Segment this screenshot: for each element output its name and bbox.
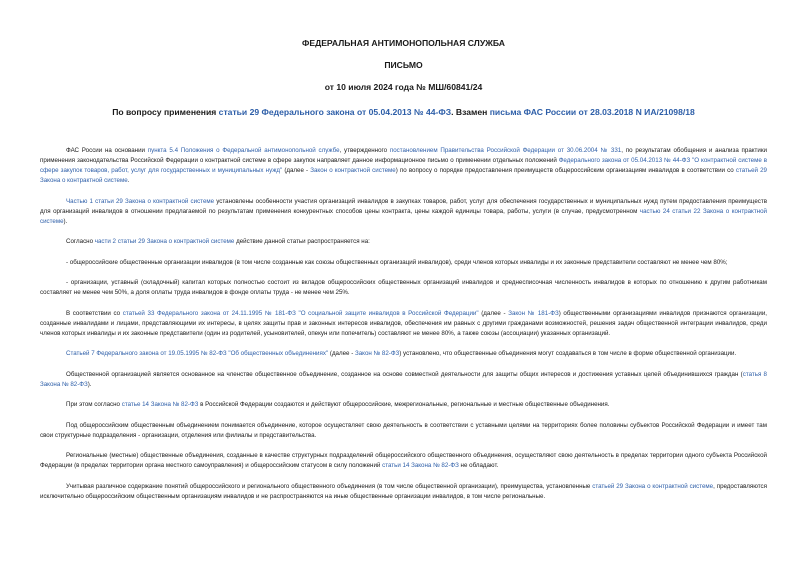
paragraph-10 bbox=[40, 421, 767, 441]
p1-link-government-decree[interactable]: постановлением Правительства Российской Федерации от 30.06.2004 № 331 bbox=[389, 147, 622, 154]
p1-text-5: ) по вопросу о порядке предоставления преимуществ общероссийским организациям инвалидов в соответствии со bbox=[395, 167, 736, 174]
subject-link-article-29[interactable]: статьи 29 Федерального закона от 05.04.2013 № 44-ФЗ bbox=[218, 107, 452, 117]
p8-link-article-8-law-82[interactable]: статья 8 Закона № 82-ФЗ bbox=[40, 370, 767, 388]
p4-text-1: - общероссийские общественные организации инвалидов (в том числе созданные как союзы общественных организаций инвалидов), среди членов которых инвалиды и их законные представители составляют не менее чем 80%; bbox=[66, 258, 728, 266]
p7-link-article-7-law-82[interactable]: Статьей 7 Федерального закона от 19.05.1995 № 82-ФЗ "Об общественных объединениях" bbox=[66, 350, 329, 357]
p1-link-article-29[interactable]: статьей 29 Закона о контрактной системе bbox=[40, 167, 767, 184]
p11-text-1: Региональные (местные) общественные объединения, созданные в качестве структурных подразделений общероссийского общественного объединения, осуществляют свою деятельность в пределах территории одного субъекта Российской Федерации (в пределах территории органа местного самоуправления) и общероссийским статусом в силу положений bbox=[40, 452, 767, 469]
p7-text-2: ) установлено, что общественные объединения могут создаваться в том числе в форме общественной организации. bbox=[399, 350, 737, 357]
p9-text-1: При этом согласно bbox=[66, 401, 122, 408]
p10-text-1: Под общероссийским общественным объединением понимается объединение, которое осуществляет свою деятельность в соответствии с уставными целями на территориях более половины субъектов Российской Федерации и имеет там свои структурные подразделения - организации, отделения или филиалы и представительства. bbox=[40, 421, 767, 439]
p5-text-1: - организации, уставный (складочный) капитал которых полностью состоит из вкладов общероссийских общественных организаций инвалидов и среднесписочная численность инвалидов в которых по отношению к другим работникам составляет не менее чем 50%, а доля оплаты труда инвалидов в фонде оплаты труда - не менее чем 25%. bbox=[40, 279, 767, 296]
p1-link-contract-system-law[interactable]: Закон о контрактной системе bbox=[310, 167, 396, 174]
p2-text-2: ). bbox=[63, 217, 68, 225]
p6-link-law-181[interactable]: Закон № 181-ФЗ bbox=[508, 309, 559, 317]
document-subject bbox=[40, 107, 767, 118]
p12-link-article-29[interactable]: статьей 29 Закона о контрактной системе bbox=[592, 482, 714, 490]
p11-text-2: не обладают. bbox=[458, 462, 499, 469]
p12-text-1: Учитывая различное содержание понятий общероссийского и регионального общественного объединения (в том числе общественной организации), преимущества, установленные bbox=[66, 482, 593, 490]
document-type: ПИСЬМО bbox=[384, 60, 423, 70]
paragraph-5 bbox=[40, 278, 767, 298]
p3-text-1: Согласно bbox=[66, 238, 95, 245]
paragraph-11 bbox=[40, 451, 767, 471]
p1-link-federal-law-44[interactable]: Федерального закона от 05.04.2013 № 44-ФЗ "О контрактной системе в сфере закупок товаров, работ, услуг для государственных и муниципальных нужд" bbox=[40, 157, 767, 174]
paragraph-4 bbox=[40, 258, 767, 268]
p2-text-1: установлены особенности участия организаций инвалидов в закупках товаров, работ, услуг для обеспечения государственных и муниципальных нужд путем предоставления преимуществ для организаций инвалидов в отношении предлагаемой по результатам применения конкурентных способов цены контракта, цены каждой единицы товара, работы, услуги (в случае, предусмотренном bbox=[40, 197, 767, 215]
p7-text-1: (далее - bbox=[328, 350, 355, 357]
p11-link-article-14-law-82[interactable]: статьи 14 Закона № 82-ФЗ bbox=[382, 462, 459, 469]
p12-text-2: , предоставляются исключительно общероссийским общественным организациям инвалидов и не распространяются на иные общественные организации инвалидов, в том числе региональные. bbox=[40, 482, 767, 500]
p1-text-2: , утвержденного bbox=[339, 147, 390, 154]
p7-link-law-82[interactable]: Закон № 82-ФЗ bbox=[355, 350, 400, 357]
p1-text-1: ФАС России на основании bbox=[66, 147, 148, 154]
document-date-number: от 10 июля 2024 года № МШ/60841/24 bbox=[324, 82, 483, 92]
p8-text-2: ). bbox=[87, 380, 92, 388]
p6-text-3: ) общественными организациями инвалидов признаются организации, созданные инвалидами и лицами, представляющими их интересы, в целях защиты прав и законных интересов инвалидов, обеспечения им равных с другими гражданами возможностей, решения задач общественной интеграции инвалидов, среди членов которых инвалиды и их законные представители (один из родителей, усыновителей, опекун или попечитель) составляют не менее 80%, а также союзы (ассоциации) указанных организаций. bbox=[40, 309, 768, 337]
paragraph-9 bbox=[40, 400, 767, 410]
paragraph-1 bbox=[40, 146, 767, 186]
p9-text-2: в Российской Федерации создаются и действуют общероссийские, межрегиональные, региональные и местные общественные объединения. bbox=[198, 401, 610, 408]
p2-link-part-24-article-22[interactable]: частью 24 статьи 22 Закона о контрактной системе bbox=[40, 207, 767, 225]
subject-middle: . Взамен bbox=[451, 107, 490, 117]
paragraph-3 bbox=[40, 237, 767, 247]
paragraph-2 bbox=[40, 197, 767, 227]
p3-link-part-2-article-29[interactable]: части 2 статьи 29 Закона о контрактной системе bbox=[94, 238, 235, 245]
agency-title: ФЕДЕРАЛЬНАЯ АНТИМОНОПОЛЬНАЯ СЛУЖБА bbox=[302, 38, 505, 48]
paragraph-7 bbox=[40, 349, 767, 359]
p3-text-2: действие данной статьи распространяется на: bbox=[234, 238, 370, 245]
paragraph-12 bbox=[40, 482, 767, 502]
p2-link-part-1-article-29[interactable]: Частью 1 статьи 29 Закона о контрактной системе bbox=[66, 197, 215, 205]
p8-text-1: Общественной организацией является основанное на членстве общественное объединение, созданное на основе совместной деятельности для защиты общих интересов и достижения уставных целей объединившихся граждан ( bbox=[66, 370, 743, 378]
paragraph-6 bbox=[40, 309, 767, 339]
p6-text-2: (далее - bbox=[478, 309, 509, 317]
subject-prefix: По вопросу применения bbox=[112, 107, 219, 117]
p6-link-article-33-law-181[interactable]: статьей 33 Федерального закона от 24.11.1995 № 181-ФЗ "О социальной защите инвалидов в Российской Федерации" bbox=[122, 309, 479, 317]
p1-text-4: (далее - bbox=[282, 167, 311, 174]
document-body bbox=[40, 146, 767, 502]
p1-text-6: . bbox=[127, 177, 130, 184]
paragraph-8 bbox=[40, 370, 767, 390]
subject-link-replaced-letter[interactable]: письма ФАС России от 28.03.2018 N ИА/21098/18 bbox=[489, 107, 695, 117]
p1-text-3: , по результатам обобщения и анализа практики применения законодательства Российской Федерации о контрактной системе в сфере закупок направляет данное информационное письмо о применении отдельных положений bbox=[40, 147, 768, 164]
p9-link-article-14-law-82[interactable]: статье 14 Закона № 82-ФЗ bbox=[121, 401, 199, 408]
p6-text-1: В соответствии со bbox=[66, 309, 123, 317]
p1-link-regulation[interactable]: пункта 5.4 Положения о Федеральной антимонопольной службе bbox=[147, 147, 340, 154]
